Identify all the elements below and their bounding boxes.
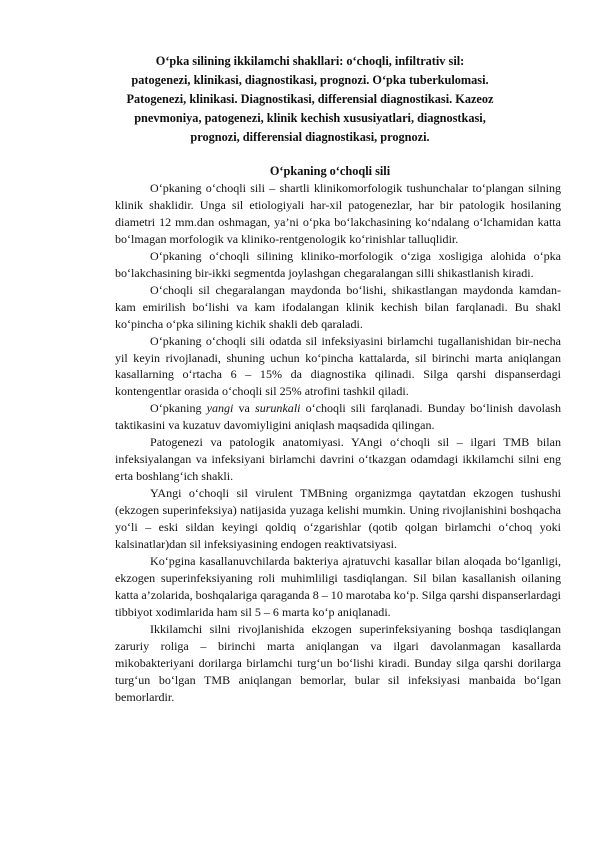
paragraph-4: O‘pkaning o‘choqli sili odatda sil infeksiyasini birlamchi tugallanishidan bir-necha yil keyin rivojlanadi, shuning uchun ko‘pincha kattalarda, sil birinchi marta aniqlangan kasallarning o‘rtacha 6 – 15% da diagnostika qilinadi. Silga qarshi dispanserdagi kontengentlar orasida o‘choqli sil 25% atrofini tashkil qiladi. bbox=[115, 333, 561, 399]
document-header bbox=[100, 52, 520, 147]
document-body bbox=[115, 180, 561, 706]
paragraph-1: O‘pkaning o‘choqli sili – shartli klinikomorfologik tushunchalar to‘plangan silning klinik shaklidir. Unga sil etiologiyali har-xil patogenezlar, har bir patologik hosilaning diametri 12 mm.dan oshmagan, ya’ni o‘pka bo‘lakchasining ko‘ndalang o‘lchamidan katta bo‘lmagan morfologik va kliniko-rentgenologik ko‘rinishlar talluqlidir. bbox=[115, 181, 561, 246]
term-yangi: yangi bbox=[206, 401, 234, 416]
term-surunkali: surunkali bbox=[255, 401, 301, 416]
paragraph-5 bbox=[115, 400, 561, 434]
paragraph-3: O‘choqli sil chegaralangan maydonda bo‘lishi, shikastlangan maydonda kamdan-kam emirilish bo‘lishi va kam ifodalangan klinik kechish bilan farqlanadi. Bu shakl ko‘pincha o‘pka silining kichik shakli deb qaraladi. bbox=[115, 282, 561, 331]
paragraph-5-and: va bbox=[233, 401, 255, 416]
paragraph-8: Ko‘pgina kasallanuvchilarda bakteriya ajratuvchi kasallar bilan aloqada bo‘lganligi, ekzogen superinfeksiyaning roli muhimliligi tasdiqlangan. Sil bilan kasallanish oilaning katta a’zolarida, boshqalariga qaraganda 8 – 10 marotaba ko‘p. Silga qarshi dispanserlardagi tibbiyot xodimlarida ham sil 5 – 6 marta ko‘p aniqlanadi. bbox=[115, 553, 561, 619]
paragraph-7: YAngi o‘choqli sil virulent TMBning organizmga qaytatdan ekzogen tushushi (ekzogen superinfeksiya) natijasida yuzaga kelishi mumkin. Uning rivojlanishini boshqacha yo‘li – eski sildan keyingi qoldiq o‘zgarishlar (qotib qolgan birlamchi o‘choq yoki kalsinatlar)dan sil infeksiyasining endogen reaktivatsiyasi. bbox=[115, 486, 561, 552]
header-line-5: prognozi, differensial diagnostikasi, prognozi. bbox=[190, 130, 430, 144]
paragraph-5-rest: o‘choqli sili farqlanadi. Bunday bo‘linish davolash taktikasini va kuzatuv davomiyligini aniqlash maqsadida qilingan. bbox=[115, 401, 561, 433]
section-title: O‘pkaning o‘choqli sili bbox=[269, 164, 391, 178]
paragraph-6: Patogenezi va patologik anatomiyasi. YAngi o‘choqli sil – ilgari TMB bilan infeksiyalangan va infeksiyani birlamchi davrini o‘tkazgan odamdagi ikkilamchi silni eng erta boshlang‘ich shakli. bbox=[115, 435, 561, 484]
paragraph-5-start: O‘pkaning bbox=[150, 401, 207, 416]
header-line-3: Patogenezi, klinikasi. Diagnostikasi, differensial diagnostikasi. Kazeoz bbox=[126, 92, 494, 106]
paragraph-9: Ikkilamchi silni rivojlanishida ekzogen superinfeksiyaning boshqa tasdiqlangan zaruriy roliga – birinchi marta aniqlangan va ilgari davolanmagan kasallarda mikobakteriyani dorilarga birlamchi turg‘un bo‘lishi kiradi. Bunday silga qarshi dorilarga turg‘un bo‘lgan TMB aniqlangan bemorlar, bular sil infeksiyasi manbaida bo‘lgan bemorlardir. bbox=[115, 621, 561, 704]
header-line-2: patogenezi, klinikasi, diagnostikasi, prognozi. O‘pka tuberkulomasi. bbox=[131, 73, 489, 87]
header-line-1: O‘pka silining ikkilamchi shakllari: o‘choqli, infiltrativ sil: bbox=[155, 54, 465, 68]
header-line-4: pnevmoniya, patogenezi, klinik kechish xususiyatlari, diagnostkasi, bbox=[134, 111, 486, 125]
paragraph-2: O‘pkaning o‘choqli silining kliniko-morfologik o‘ziga xosligiga alohida o‘pka bo‘lakchasining bir-ikki segmentda joylashgan chegaralangan silli shikastlanish kiradi. bbox=[115, 248, 561, 280]
